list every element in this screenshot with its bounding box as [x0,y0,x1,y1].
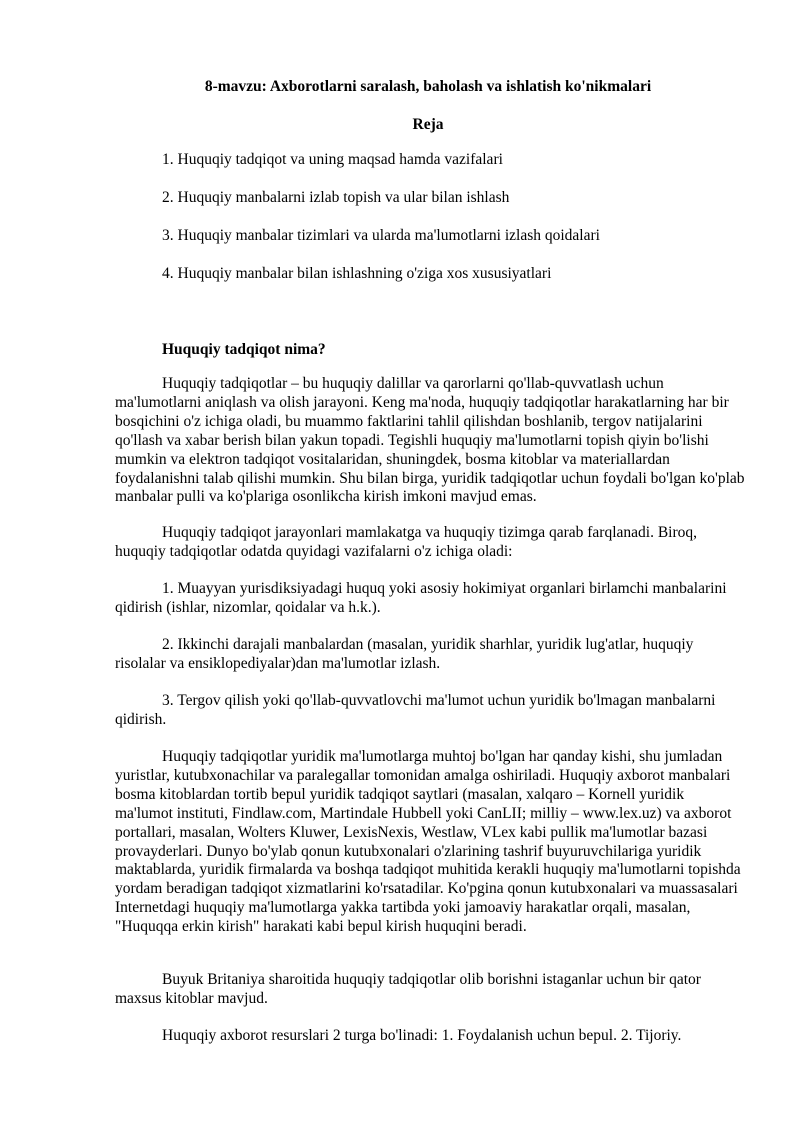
paragraph: Huquqiy tadqiqot jarayonlari mamlakatga va huquqiy tizimga qarab farqlanadi. Biroq, huquqiy tadqiqotlar odatda quyidagi vazifalarni o'z ichiga oladi: [115,524,698,560]
paragraph: Huquqiy tadqiqotlar – bu huquqiy dalillar va qarorlarni qo'llab-quvvatlash uchun ma'lumotlarni aniqlash va olish jarayoni. Keng ma'noda, huquqiy tadqiqotlar harakatlarning har bir bosqichini o'z ichiga oladi, bu muammo faktlarini tahlil qilishdan boshlanib, tergov natijalarini qo'llash va xabar berish bilan yakun topadi. Tegishli huquqiy ma'lumotlarni topish qiyin bo'lishi mumkin va elektron tadqiqot vositalaridan, shuningdek, bosma kitoblar va materiallardan foydalanishni talab qilishi mumkin. Shu bilan birga, yuridik tadqiqotlar uchun foydali bo'lgan ko'plab manbalar pulli va ko'plariga osonlikcha kirish imkoni mavjud emas. [115,375,745,506]
plan-heading: Reja [412,116,444,133]
paragraph: 2. Ikkinchi darajali manbalardan (masalan, yuridik sharhlar, yuridik lug'atlar, huquqiy risolalar va ensiklopediyalar)dan ma'lumotlar izlash. [115,636,694,672]
plan-item: 4. Huquqiy manbalar bilan ishlashning o'ziga xos xususiyatlari [162,265,552,282]
plan-item: 1. Huquqiy tadqiqot va uning maqsad hamda vazifalari [162,151,503,168]
document-title: 8-mavzu: Axborotlarni saralash, baholash va ishlatish ko'nikmalari [204,78,652,95]
paragraph: 1. Muayyan yurisdiksiyadagi huquq yoki asosiy hokimiyat organlari birlamchi manbalarini qidirish (ishlar, nizomlar, qoidalar va h.k.). [115,580,727,616]
paragraph: 3. Tergov qilish yoki qo'llab-quvvatlovchi ma'lumot uchun yuridik bo'lmagan manbalarni qidirish. [115,692,716,728]
paragraph: Huquqiy axborot resurslari 2 turga bo'linadi: 1. Foydalanish uchun bepul. 2. Tijoriy. [162,1027,682,1044]
paragraph: Buyuk Britaniya sharoitida huquqiy tadqiqotlar olib borishni istaganlar uchun bir qator maxsus kitoblar mavjud. [115,971,701,1007]
plan-item: 2. Huquqiy manbalarni izlab topish va ular bilan ishlash [162,189,510,206]
paragraph: Huquqiy tadqiqotlar yuridik ma'lumotlarga muhtoj bo'lgan har qanday kishi, shu jumladan yuristlar, kutubxonachilar va paralegallar tomonidan amalga oshiriladi. Huquqiy axborot manbalari bosma kitoblardan tortib bepul yuridik tadqiqot saytlari (masalan, xalqaro – Kornell yuridik ma'lumot instituti, Findlaw.com, Martindale Hubbell yoki CanLII; milliy – www.lex.uz) va axborot portallari, masalan, Wolters Kluwer, LexisNexis, Westlaw, VLex kabi pullik ma'lumotlar bazasi provayderlari. Dunyo bo'ylab qonun kutubxonalari o'zlarining tashrif buyuruvchilariga yuridik maktablarda, yuridik firmalarda va boshqa tadqiqot muhitida kerakli huquqiy ma'lumotlarni topishda yordam beradigan tadqiqot xizmatlarini ko'rsatadilar. Ko'pgina qonun kutubxonalari va muassasalari Internetdagi huquqiy ma'lumotlarga yakka tartibda yoki jamoaviy harakatlar orqali, masalan, "Huquqqa erkin kirish" harakati kabi bepul kirish huquqini beradi. [115,748,741,936]
plan-item: 3. Huquqiy manbalar tizimlari va ularda ma'lumotlarni izlash qoidalari [162,227,600,244]
section-heading: Huquqiy tadqiqot nima? [162,341,326,358]
